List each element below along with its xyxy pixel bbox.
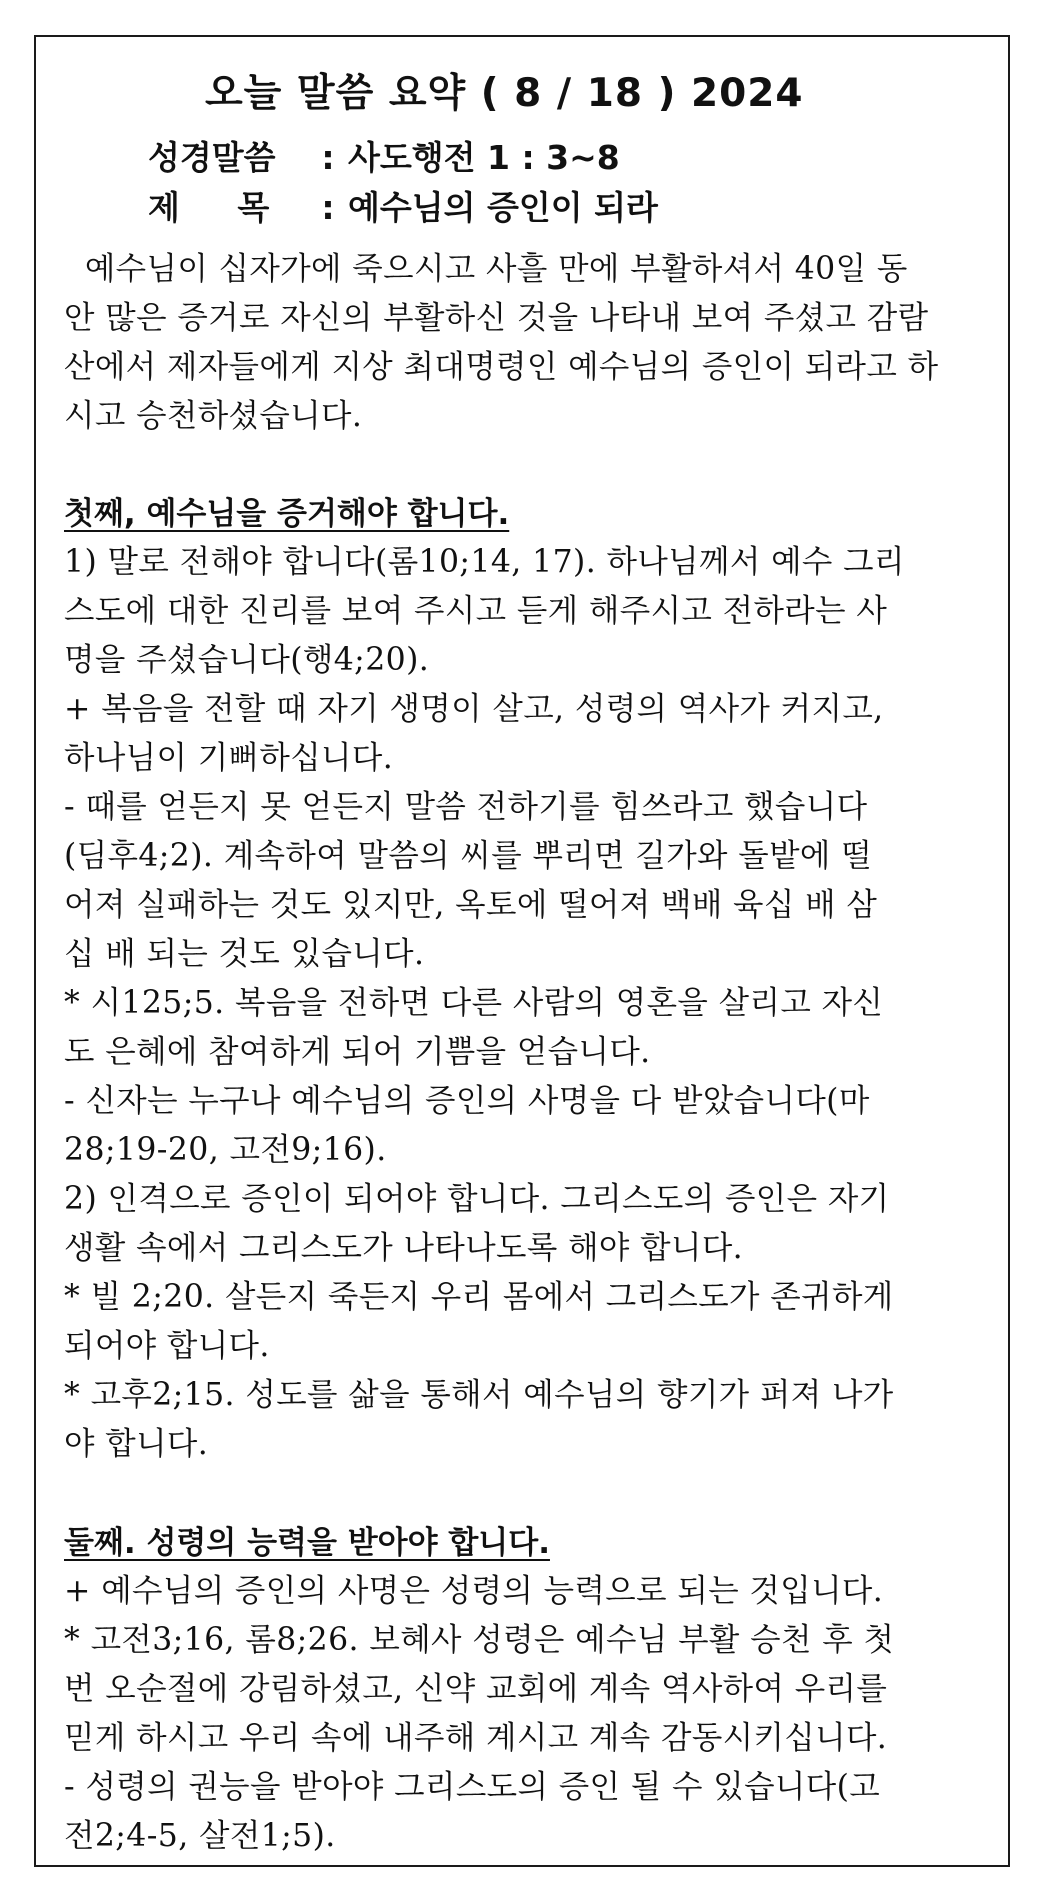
section1-line: 되어야 합니다.: [64, 1328, 270, 1364]
scripture-separator: :: [321, 138, 335, 177]
scripture-row: [148, 132, 620, 179]
section2-heading: 둘째. 성령의 능력을 받아야 합니다.: [64, 1525, 550, 1561]
section1-line: 어져 실패하는 것도 있지만, 옥토에 떨어져 백배 육십 배 삼: [64, 887, 878, 923]
section1-heading: 첫째, 예수님을 증거해야 합니다.: [64, 496, 510, 532]
section1-line: * 시125;5. 복음을 전하면 다른 사람의 영혼을 살리고 자신: [64, 985, 884, 1021]
section1-line: * 고후2;15. 성도를 삶을 통해서 예수님의 향기가 퍼져 나가: [64, 1377, 894, 1413]
section1-line: 십 배 되는 것도 있습니다.: [64, 936, 425, 972]
subject-row: [148, 182, 658, 229]
section1-line: (딤후4;2). 계속하여 말씀의 씨를 뿌리면 길가와 돌밭에 떨: [64, 838, 872, 874]
scripture-label: 성경말씀: [148, 138, 276, 177]
subject-separator: :: [321, 188, 335, 227]
section2-line: 믿게 하시고 우리 속에 내주해 계시고 계속 감동시키십니다.: [64, 1720, 888, 1756]
section1-line: - 신자는 누구나 예수님의 증인의 사명을 다 받았습니다(마: [64, 1083, 870, 1119]
section1-line: 28;19-20, 고전9;16).: [64, 1132, 387, 1168]
page-title: 오늘 말씀 요약 ( 8 / 18 ) 2024: [205, 71, 804, 116]
subject-label: 제 목: [148, 188, 270, 227]
section2-line: - 성령의 권능을 받아야 그리스도의 증인 될 수 있습니다(고: [64, 1769, 881, 1805]
section2-line: + 예수님의 증인의 사명은 성령의 능력으로 되는 것입니다.: [64, 1573, 884, 1609]
section1-line: 명을 주셨습니다(행4;20).: [64, 642, 430, 678]
section1-line: 2) 인격으로 증인이 되어야 합니다. 그리스도의 증인은 자기: [64, 1181, 890, 1217]
section1-line: * 빌 2;20. 살든지 죽든지 우리 몸에서 그리스도가 존귀하게: [64, 1279, 894, 1315]
section1-line: + 복음을 전할 때 자기 생명이 살고, 성령의 역사가 커지고,: [64, 691, 884, 727]
section2-line: 번 오순절에 강림하셨고, 신약 교회에 계속 역사하여 우리를: [64, 1671, 888, 1707]
section1-line: 1) 말로 전해야 합니다(롬10;14, 17). 하나님께서 예수 그리: [64, 544, 905, 580]
section1-line: 도 은혜에 참여하게 되어 기쁨을 얻습니다.: [64, 1034, 651, 1070]
section1-line: 스도에 대한 진리를 보여 주시고 듣게 해주시고 전하라는 사: [64, 593, 888, 629]
scripture-value: 사도행전 1 : 3~8: [348, 138, 620, 177]
intro-line: 안 많은 증거로 자신의 부활하신 것을 나타내 보여 주셨고 감람: [64, 300, 929, 336]
intro-line: 예수님이 십자가에 죽으시고 사흘 만에 부활하셔서 40일 동: [64, 251, 908, 287]
intro-line: 시고 승천하셨습니다.: [64, 398, 363, 434]
subject-value: 예수님의 증인이 되라: [348, 188, 658, 227]
section2-line: 전2;4-5, 살전1;5).: [64, 1818, 336, 1854]
section1-line: 하나님이 기뻐하십니다.: [64, 740, 394, 776]
section2-line: * 고전3;16, 롬8;26. 보혜사 성령은 예수님 부활 승천 후 첫: [64, 1622, 895, 1658]
section1-line: 생활 속에서 그리스도가 나타나도록 해야 합니다.: [64, 1230, 744, 1266]
section1-line: 야 합니다.: [64, 1426, 209, 1462]
intro-line: 산에서 제자들에게 지상 최대명령인 예수님의 증인이 되라고 하: [64, 349, 939, 385]
section1-line: - 때를 얻든지 못 얻든지 말씀 전하기를 힘쓰라고 했습니다: [64, 789, 868, 825]
